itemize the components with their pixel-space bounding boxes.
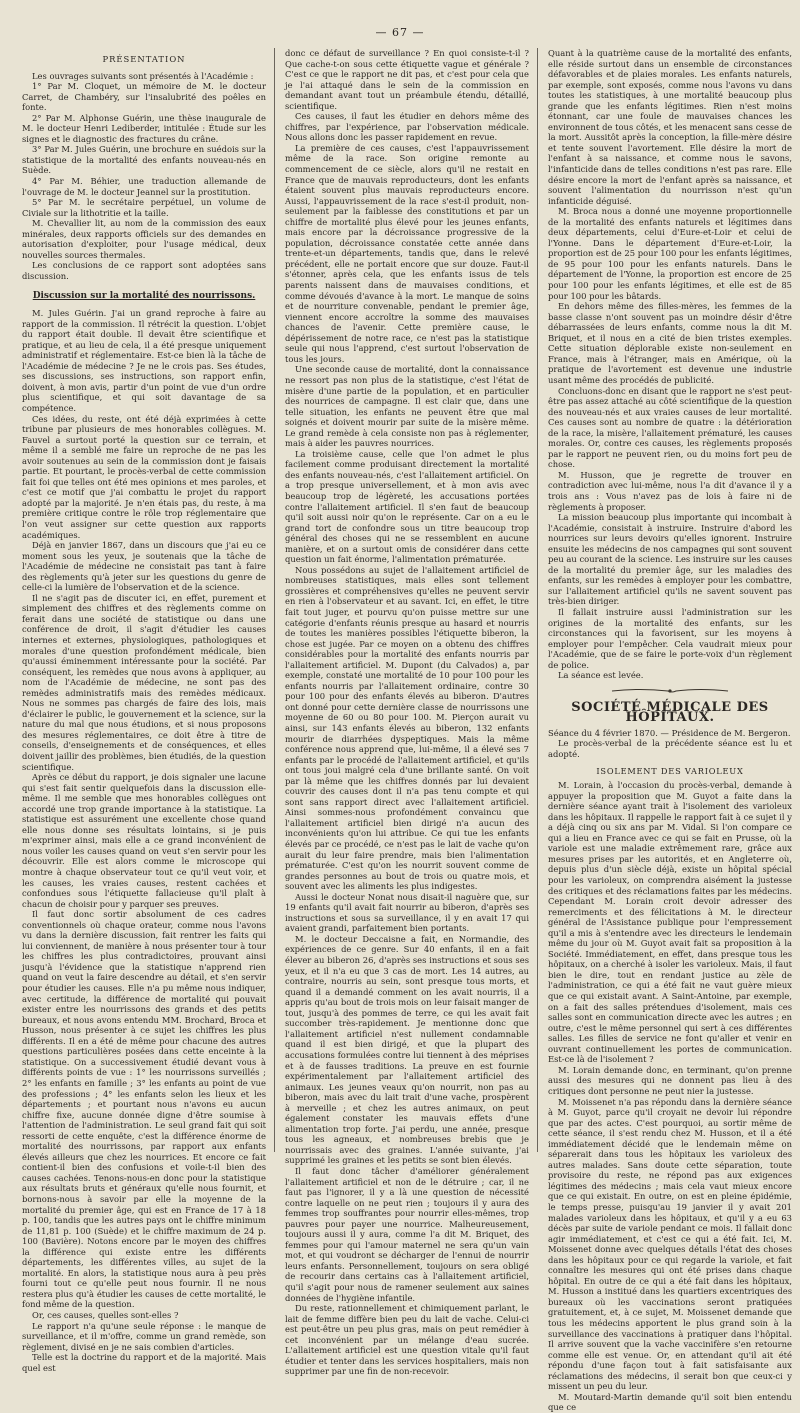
paragraph: Ces idées, du reste, ont été déjà exprimées à cette tribune par plusieurs de mes honorables collègues. M. Fauvel a surtout porté la question sur ce terrain, et même il a semblé me faire un reproche de ne pas les avoir soutenues au sein de la commission dont je faisais partie. Et pourtant, le procès-verbal de cette commission fait foi que telles ont été mes opinions et mes paroles, et c'est ce motif que j'ai combattu le projet du rapport adopté par la majorité. Je n'en étais pas, du reste, à ma première critique contre le rôle trop réglementaire que l'on veut assigner sur cette question aux rapports académiques. xyxy=(22,413,266,540)
paragraph: Après ce début du rapport, je dois signaler une lacune qui s'est fait sentir quelquefois dans la discussion elle-même. Il me semble que mes honorables collègues ont accordé une trop grande importance à la statistique. La statistique est assurément une excellente chose quand elle nous donne ses résultats lointains, si je puis m'exprimer ainsi, mais elle a ce grand inconvénient de nous voiler les causes quand on veut s'en servir pour les découvrir. Elle est alors comme le microscope qui montre à chaque observateur tout ce qu'il veut voir, et les causes, les vraies causes, restent cachées et confondues sous l'étiquette fallacieuse qu'il plaît à chacun de choisir pour y parquer ses preuves. xyxy=(22,772,266,909)
paragraph: Il faut donc sortir absolument de ces cadres conventionnels où chaque orateur, comme nous l'avons vu dans la dernière discussion, fait rentrer les faits qui lui conviennent, de manière à nous présenter tour à tour les chiffres les plus contradictoires, prouvant ainsi jusqu'à l'évidence que la statistique n'apprend rien quand on veut la faire descendre au détail, et s'en servir pour étudier les causes. Elle n'a pu même nous indiquer, avec certitude, la différence de mortalité qui pouvait exister entre les nourrissons des grands et des petits bureaux, et nous avons entendu MM. Brochard, Broca et Husson, nous présenter à ce sujet les chiffres les plus différents. Il en a été de même pour chacune des autres questions particulières posées dans cette enceinte à la statistique. On a successivement étudié devant vous à différents points de vue : 1° les nourrissons surveillés ; 2° les enfants en famille ; 3° les enfants au point de vue des professions ; 4° les enfants selon les lieux et les départements ; et pourtant nous n'avons eu aucun chiffre fixe, aucune donnée digne d'être soumise à l'attention de l'administration. Le seul grand fait qui soit ressorti de cette enquête, c'est la différence énorme de mortalité des nourrissons, par rapport aux enfants élevés ailleurs que chez les nourrices. Et encore ce fait contient-il bien des confusions et voile-t-il bien des causes cachées. Tenons-nous-en donc pour la statistique aux résultats bruts et généraux qu'elle nous fournit, et bornons-nous à savoir par elle la moyenne de la mortalité du premier âge, qui est en France de 17 à 18 p. 100, tandis que les autres pays ont le chiffre minimum de 11,81 p. 100 (Suède) et le chiffre maximum de 24 p. 100 (Bavière). Notons encore par le moyen des chiffres la différence qui existe entre les différents départements, les différentes villes, au sujet de la mortalité. En alors, la statistique nous aura à peu près fourni tout ce qu'elle peut nous fournir. Il ne nous restera plus qu'à étudier les causes de cette mortalité, le fond même de la question. xyxy=(22,909,266,1310)
list-item: Les conclusions de ce rapport sont adoptées sans discussion. xyxy=(22,260,266,281)
paragraph: Il fallait instruire aussi l'administration sur les origines de la mortalité des enfants, sur les circonstances qui la favorisent, sur les moyens à employer pour l'empêcher. Cela vaudrait mieux pour l'Académie, que de se faire le porte-voix d'un règlement de police. xyxy=(548,606,792,670)
paragraph: Du reste, rationnellement et chimiquement parlant, le lait de femme diffère bien peu du lait de vache. Celui-ci est peut-être un peu plus gras, mais on peut remédier à cet inconvénient par un mélange d'eau sucrée. L'allaitement artificiel est une question vitale qu'il faut étudier et tenter dans les services hospitaliers, mais non supprimer par une fin de non-recevoir. xyxy=(285,1303,529,1377)
paragraph: La première de ces causes, c'est l'appauvrissement même de la race. Son origine remonte au commencement de ce siècle, alors qu'il ne restait en France que de mauvais reproducteurs, dont les enfants étaient souvent plus mauvais reproducteurs encore. Aussi, l'appauvrissement de la race s'est-il produit, non-seulement par la faiblesse des constitutions et par un chiffre de mortalité plus élevé pour les jeunes enfants, mais encore par la décroissance progressive de la population, décroissance constatée cette année dans trente-et-un départements, tandis que, dans le relevé précédent, elle ne portait encore que sur douze. Faut-il s'étonner, après cela, que les enfants issus de tels parents naissent dans de mauvaises conditions, et comme dévoués d'avance à la mort. Le manque de soins et de nourriture convenable, pendant le premier âge, viennent encore accroître la somme des mauvaises chances de l'avenir. Cette première cause, le dépérissement de notre race, ce n'est pas la statistique seule qui nous l'apprend, c'est surtout l'observation de tous les jours. xyxy=(285,142,529,364)
paragraph: La troisième cause, celle que l'on admet le plus facilement comme produisant directement la mortalité des enfants nouveau-nés, c'est l'allaitement artificiel. On a trop presque universellement, et à mon avis avec beaucoup trop de légèreté, les accusations portées contre l'allaitement artificiel. Il s'en faut de beaucoup qu'il soit aussi noir qu'on le représente. Car on a eu le grand tort de confondre sous un titre beaucoup trop général des choses qui ne se ressemblent en aucune manière, et on a surtout omis de considérer dans cette question un fait énorme, l'alimentation prématurée. xyxy=(285,448,529,565)
paragraph: M. Husson, que je regrette de trouver en contradiction avec lui-même, nous l'a dit d'avance il y a trois ans : Vous n'avez pas de lois à faire ni de règlements à proposer. xyxy=(548,469,792,512)
paragraph: En dehors même des filles-mères, les femmes de la basse classe n'ont souvent pas un moindre désir d'être débarrassées de leurs enfants, comme nous la dit M. Briquet, et il nous en a cité de bien tristes exemples. Cette situation déplorable existe non-seulement en France, mais à l'étranger, mais en Amérique, où la pratique de l'avortement est devenue une industrie usant même des procédés de publicité. xyxy=(548,301,792,385)
paragraph: Concluons-donc en disant que le rapport ne s'est peut-être pas assez attaché au côté scientifique de la question des nouveau-nés et aux vraies causes de leur mortalité. Ces causes sont au nombre de quatre : la détérioration de la race, la misère, l'allaitement prématuré, les causes morales. Or, contre ces causes, les règlements proposés par le rapport ne peuvent rien, ou du moins fort peu de chose. xyxy=(548,385,792,470)
paragraph: donc ce défaut de surveillance ? En quoi consiste-t-il ? Que cache-t-on sous cette étiquette vague et générale ? C'est ce que le rapport ne dit pas, et c'est pour cela que je l'ai attaqué dans le sein de la commission en demandant avant tout un préambule étendu, détaillé, scientifique. xyxy=(285,48,529,111)
minutes-line: Le procès-verbal de la précédente séance est lu et adopté. xyxy=(548,738,792,759)
list-item: Les ouvrages suivants sont présentés à l'Académie : xyxy=(32,70,254,81)
heading-isolement: ISOLEMENT DES VARIOLEUX xyxy=(596,765,744,776)
paragraph: Il faut donc tâcher d'améliorer généralement l'allaitement artificiel et non de le détruire ; car, il ne faut pas l'ignorer, il y a là une question de nécessité contre laquelle on ne peut rien ; toujours il y aura des femmes trop souffrantes pour nourrir elles-mêmes, trop pauvres pour payer une nourrice. Malheureusement, toujours aussi il y aura, comme l'a dit M. Briquet, des femmes pour qui l'amour maternel ne sera qu'un vain mot, et qui voudront se décharger de l'ennui de nourrir leurs enfants. Personnellement, toujours on sera obligé de recourir dans certains cas à l'allaitement artificiel, qu'il s'agit pour nous de ramener seulement aux saines données de l'hygiène infantile. xyxy=(285,1165,529,1303)
paragraph: Or, ces causes, quelles sont-elles ? xyxy=(32,1309,179,1320)
page-number: — 67 — xyxy=(375,26,425,39)
list-item: 3° Par M. Jules Guérin, une brochure en suédois sur la statistique de la mortalité des enfants nouveau-nés en Suède. xyxy=(22,144,266,176)
list-item: 2° Par M. Alphonse Guérin, une thèse inaugurale de M. le docteur Henri Lediberder, intitulée : Étude sur les signes et le diagnostic des fractures du crâne. xyxy=(22,112,266,144)
paragraph: M. Lorain, à l'occasion du procès-verbal, demande à appuyer la proposition que M. Guyot a faite dans la dernière séance ayant trait à l'isolement des varioleux dans les hôpitaux. Il rappelle le rapport fait à ce sujet il y a déjà cinq ou six ans par M. Vidal. Si l'on compare ce qui a lieu en France avec ce qui se fait en Prusse, où la variole est une maladie extrêmement rare, grâce aux mesures prises par les autorités, et en Angleterre où, depuis plus d'un siècle déjà, existe un hôpital spécial pour les varioleux, on comprendra aisément la justesse des critiques et des réclamations faites par les médecins. Cependant M. Lorain croit devoir adresser des remerciments et des félicitations à M. le directeur général de l'Assistance publique pour l'empressement qu'il a mis à s'entendre avec les directeurs le lendemain même du jour où M. Guyot avait fait sa proposition à la Société. Immédiatement, en effet, dans presque tous les hôpitaux, on a cherché à isoler les varioleux. Mais, il faut bien le dire, tout en rendant justice au zèle de l'administration, ce qui a été fait ne vaut guère mieux que ce qui existait avant. A Saint-Antoine, par exemple, on a fait des salles prétendues d'isolement, mais ces salles sont en communication directe avec les autres ; en outre, c'est le même personnel qui sert à ces différentes salles. Les filles de service ne font qu'aller et venir en ouvrant continuellement les portes de communication. Est-ce là de l'isolement ? xyxy=(548,780,792,1065)
columns xyxy=(22,48,792,1413)
paragraph: M. Jules Guérin. J'ai un grand reproche à faire au rapport de la commission. Il rétrécit la question. L'objet du rapport était double. Il devait être scientifique et pratique, et au lieu de cela, il a été presque uniquement administratif et réglementaire. Est-ce bien là la tâche de l'Académie de médecine ? Je ne le crois pas. Ses études, ses discussions, ses instructions, son rapport enfin, doivent, à mon avis, partir d'un point de vue d'un ordre plus scientifique, et qui soit davantage de sa compétence. xyxy=(22,308,266,413)
list-item: 4° Par M. Béhier, une traduction allemande de l'ouvrage de M. le docteur Jeannel sur la prostitution. xyxy=(22,176,266,197)
column-1 xyxy=(22,48,275,1373)
paragraph: M. Lorain demande donc, en terminant, qu'on prenne aussi des mesures qui ne donnent pas lieu à des critiques dont personne ne peut nier la justesse. xyxy=(548,1064,792,1096)
paragraph: La mission beaucoup plus importante qui incombait à l'Académie, consistait à instruire. Instruire d'abord les nourrices sur leurs devoirs qu'elles ignorent. Instruire ensuite les médecins de nos campagnes qui sont souvent peu au courant de la science. Les instruire sur les causes de la mortalité du premier âge, sur les maladies des enfants, sur les remèdes à employer pour les combattre, sur l'allaitement artificiel qu'ils ne savent souvent pas très-bien diriger. xyxy=(548,512,792,607)
column-3 xyxy=(548,48,792,1413)
list-item: M. Chevallier lit, au nom de la commission des eaux minérales, deux rapports officiels sur des demandes en autorisation d'exploiter, pour l'usage médical, deux nouvelles sources thermales. xyxy=(22,218,266,260)
heading-discussion: Discussion sur la mortalité des nourrissons. xyxy=(32,291,256,302)
paragraph: Aussi le docteur Nonat nous disait-il naguère que, sur 19 enfants qu'il avait fait nourrir au biberon, d'après ses instructions et sous sa surveillance, il y en avait 17 qui avaient grandi, parfaitement bien portants. xyxy=(285,891,529,934)
paragraph: Nous possédons au sujet de l'allaitement artificiel de nombreuses statistiques, mais elles sont tellement grossières et compréhensives qu'elles ne peuvent servir en rien à l'observateur et au savant. Ici, en effet, le titre fait tout juger, et pourvu qu'on puisse mettre sur une catégorie d'enfants réunis presque au hasard et nourris de toutes les manières possibles l'étiquette biberon, la chose est jugée. Par ce moyen on a obtenu des chiffres considérables pour la mortalité des enfants nourris par l'allaitement artificiel. M. Dupont (du Calvados) a, par exemple, constaté une mortalité de 10 pour 100 pour les enfants nourris par l'allaitement ordinaire, contre 30 pour 100 pour des enfants élevés au biberon. D'autres ont donné pour cette dernière classe de nourrissons une moyenne de 60 ou 80 pour 100. M. Pierçon aurait vu ainsi, sur 143 enfants élevés au biberon, 132 enfants mourir de diarrhées dyspeptiques. Mais la même conférence nous apprend que, lui-même, il a élevé ses 7 enfants par le procédé de l'allaitement artificiel, et qu'ils ont tous joui malgré cela d'une brillante santé. On voit par là même que les chiffres donnés par lui devaient couvrir des causes dont il n'a pas tenu compte et qui sont sans rapport direct avec l'allaitement artificiel. Ainsi sommes-nous profondément convaincu que l'allaitement artificiel bien dirigé n'a aucun des inconvénients qu'on lui attribue. Ce qui tue les enfants élevés par ce procédé, ce n'est pas le lait de vache qu'on aurait du leur faire prendre, mais bien l'alimentation prématurée. C'est qu'on les nourrit souvent comme de grandes personnes au bout de trois ou quatre mois, et souvent avec les aliments les plus indigestes. xyxy=(285,564,529,892)
paragraph: M. Moutard-Martin demande qu'il soit bien entendu que ce xyxy=(548,1391,792,1413)
paragraph: Le rapport n'a qu'une seule réponse : le manque de surveillance, et il m'offre, comme un grand remède, son règlement, divisé en je ne sais combien d'articles. xyxy=(22,1320,266,1352)
paragraph: Ces causes, il faut les étudier en dehors même des chiffres, par l'expérience, par l'observation médicale. Nous allons donc les passer rapidement en revue. xyxy=(285,111,529,143)
session-line: Séance du 4 février 1870. — Présidence de M. Bergeron. xyxy=(548,727,791,738)
paragraph: M. Moissenet n'a pas répondu dans la dernière séance à M. Guyot, parce qu'il croyait ne devoir lui répondre que par des actes. C'est pourquoi, au sortir même de cette séance, il s'est rendu chez M. Husson, et il a été immédiatement décidé que le lendemain même on séparerait dans tous les hôpitaux les varioleux des autres malades. Sans doute cette séparation, toute provisoire du reste, ne répond pas aux exigences légitimes des médecins ; mais cela vaut mieux encore que ce qui existait. En outre, on est en pleine épidémie, le temps presse, puisqu'au 19 janvier il y avait 201 malades varioleux dans les hôpitaux, et qu'il y a eu 63 décès par suite de variole pendant ce mois. Il fallait donc agir immédiatement, et c'est ce qui a été fait. Ici, M. Moissenet donne avec quelques détails l'état des choses dans les hôpitaux pour ce qui regarde la variole, et fait connaître les mesures qui ont été prises dans chaque hôpital. En outre de ce qui a été fait dans les hôpitaux, M. Husson a institué dans les quartiers excentriques des bureaux où les vaccinations seront pratiquées gratuitement, et, à ce sujet, M. Moissenet demande que tous les médecins apportent le plus grand soin à la surveillance des vaccinations à pratiquer dans l'hôpital. Il arrive souvent que la vache vaccinifère s'en retourne comme elle est venue. Or, en attendant qu'il ait été répondu d'une façon tout à fait satisfaisante aux réclamations des médecins, il serait bon que ceux-ci y missent un peu du leur. xyxy=(548,1096,792,1392)
paragraph: Une seconde cause de mortalité, dont la connaissance ne ressort pas non plus de la statistique, c'est l'état de misère d'une partie de la population, et en particulier des nourrices de campagne. Il est clair que, dans une telle situation, les enfants ne peuvent être que mal soignés et doivent mourir par suite de la misère même. Le grand remède à cela consiste non pas à réglementer, mais à aider les pauvres nourrices. xyxy=(285,364,529,449)
paragraph: Quant à la quatrième cause de la mortalité des enfants, elle réside surtout dans un ensemble de circonstances défavorables et de plaies morales. Les enfants naturels, par exemple, sont exposés, comme nous l'avons vu dans toutes les statistiques, à une mortalité beaucoup plus grande que les enfants légitimes. Rien n'est moins étonnant, car une foule de mauvaises chances les environnent de tous côtés, et les menacent sans cesse de la mort. Aussitôt après la conception, la fille-mère désire et tente souvent l'avortement. Elle désire la mort de l'enfant à sa naissance, et comme nous le savons, l'infanticide dans de telles conditions n'est pas rare. Elle désire encore la mort de l'enfant après sa naissance, et souvent l'alimentation du nourrisson n'est qu'un infanticide déguisé. xyxy=(548,48,792,206)
paragraph: M. le docteur Deccaisne a fait, en Normandie, des expériences de ce genre. Sur 40 enfants, il en a fait élever au biberon 26, d'après ses instructions et sous ses yeux, et il n'a eu que 3 cas de mort. Les 14 autres, au contraire, nourris au sein, sont presque tous morts, et quand il a demandé comment on les avait nourris, il a appris qu'au bout de trois mois on leur faisait manger de tout, jusqu'à des pommes de terre, ce qui les avait fait succomber très-rapidement. Je mentionne donc que l'allaitement artificiel n'est nullement condamnable quand il est bien dirigé, et que la plupart des accusations formulées contre lui tiennent à des méprises et à de fausses traditions. La preuve en est fournie expérimentalement par l'allaitement artificiel des animaux. Les jeunes veaux qu'on nourrit, non pas au biberon, mais avec du lait trait d'une vache, prospèrent à merveille ; et chez les autres animaux, on peut également constater les mauvais effets d'une alimentation trop forte. J'ai perdu, une année, presque tous les agneaux, et nombreuses brebis que je nourrissais avec des graines. L'année suivante, j'ai supprimé les graines et les petits se sont bien élevés. xyxy=(285,933,529,1166)
heading-presentation: PRÉSENTATION xyxy=(102,54,186,64)
heading-society: SOCIÉTÉ MÉDICALE DES HÔPITAUX. xyxy=(571,699,769,726)
paragraph: M. Broca nous a donné une moyenne proportionnelle de la mortalité des enfants naturels et légitimes dans deux départements, celui d'Eure-et-Loir et celui de l'Yonne. Dans le département d'Eure-et-Loir, la proportion est de 25 pour 100 pour les enfants légitimes, de 95 pour 100 pour les enfants naturels. Dans le département de l'Yonne, la proportion est encore de 25 pour 100 pour les enfants légitimes, et elle est de 85 pour 100 pour les bâtards. xyxy=(548,206,792,301)
column-2 xyxy=(285,48,538,1377)
list-item: 5° Par M. le secrétaire perpétuel, un volume de Civiale sur la lithotritie et la taille. xyxy=(22,197,266,218)
flourish-divider xyxy=(610,687,730,695)
paragraph: Telle est la doctrine du rapport et de la majorité. Mais quel est xyxy=(22,1352,266,1373)
paragraph: Il ne s'agit pas de discuter ici, en effet, purement et simplement des chiffres et des règlements comme on ferait dans une société de statistique ou dans une conférence de droit, il s'agit d'étudier les causes internes et externes, physiologiques, pathologiques et morales d'une question profondément médicale, bien qu'aussi éminemment intéressante pour la société. Par conséquent, les remèdes que nous avons à appliquer, au nom de l'Académie de médecine, ne sont pas des remèdes administratifs mais des remèdes médicaux. Nous ne sommes pas chargés de faire des lois, mais d'éclairer le public, le gouvernement et la science, sur la nature du mal que nous étudions, et si nous proposons des mesures réglementaires, ce doit être à titre de conseils, d'enseignements et de conséquences, et elles doivent jaillir des problèmes, bien étudiés, de la question scientifique. xyxy=(22,592,266,772)
paragraph: Déjà en janvier 1867, dans un discours que j'ai eu ce moment sous les yeux, je soutenais que la tâche de l'Académie de médecine ne consistait pas tant à faire des règlements qu'à jeter sur les questions du genre de celle-ci la lumière de l'observation et de la science. xyxy=(22,540,266,593)
list-item: 1° Par M. Cloquet, un mémoire de M. le docteur Carret, de Chambéry, sur l'insalubrité des poêles en fonte. xyxy=(22,81,266,113)
session-closed: La séance est levée. xyxy=(558,670,644,681)
